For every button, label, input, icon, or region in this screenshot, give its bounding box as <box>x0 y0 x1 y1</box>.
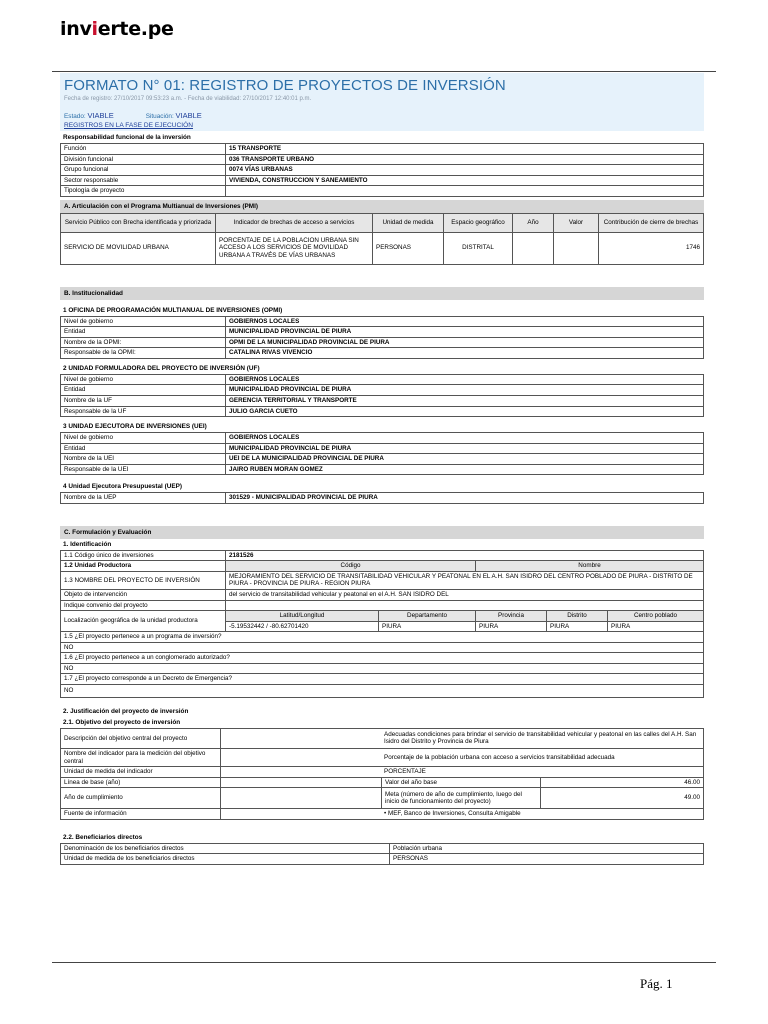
table-cell: 1.7 ¿El proyecto corresponde a un Decreto de Emergencia? <box>61 674 704 685</box>
resp-table <box>60 143 704 197</box>
table-row <box>61 571 704 589</box>
table-cell: Localización geográfica de la unidad productora <box>61 611 226 632</box>
estado-value: VIABLE <box>87 111 114 120</box>
table-row <box>61 175 704 186</box>
table-row <box>61 843 704 854</box>
table-cell: Fuente de información <box>61 809 221 820</box>
table-row <box>61 464 704 475</box>
table-cell: 036 TRANSPORTE URBANO <box>226 154 704 165</box>
table-cell: 49.00 <box>541 788 704 809</box>
table-cell: Entidad <box>61 443 226 454</box>
table-header-cell: Valor <box>554 213 599 232</box>
table-cell: PIURA <box>547 621 608 632</box>
table-header-cell: Departamento <box>379 611 476 622</box>
uei-title: 3 UNIDAD EJECUTORA DE INVERSIONES (UEI) <box>63 423 207 431</box>
table-cell: GOBIERNOS LOCALES <box>226 316 704 327</box>
uep-title: 4 Unidad Ejecutora Presupuestal (UEP) <box>63 483 182 491</box>
table-cell: Nombre de la UF <box>61 396 226 407</box>
table-cell: Descripción del objetivo central del proyecto <box>61 728 221 748</box>
table-row <box>61 632 704 643</box>
opmi-table <box>60 316 704 359</box>
table-cell: MUNICIPALIDAD PROVINCIAL DE PIURA <box>226 385 704 396</box>
benef-table <box>60 843 704 865</box>
table-cell: Sector responsable <box>61 175 226 186</box>
table-cell: GERENCIA TERRITORIAL Y TRANSPORTE <box>226 396 704 407</box>
situacion-value: VIABLE <box>175 111 202 120</box>
table-row <box>61 788 704 809</box>
table-cell: División funcional <box>61 154 226 165</box>
table-cell: Grupo funcional <box>61 165 226 176</box>
status-line <box>64 111 202 120</box>
table-row <box>61 316 704 327</box>
table-cell: Indique convenio del proyecto <box>61 600 226 611</box>
just-title: 2. Justificación del proyecto de inversión <box>63 707 189 715</box>
table-cell: Objeto de intervención <box>61 590 226 601</box>
table-row <box>61 748 704 766</box>
uf-table <box>60 374 704 417</box>
table-cell: Nivel de gobierno <box>61 433 226 444</box>
table-cell: Adecuadas condiciones para brindar el servicio de transitabilidad vehicular y peatonal en las calles del A.H. San Isidro del Distrito y Provincia de Piura <box>221 728 704 748</box>
table-row <box>61 374 704 385</box>
table-cell: PERSONAS <box>390 854 704 865</box>
text-fragment: Situación: <box>145 113 174 120</box>
table-cell <box>226 186 704 197</box>
table-cell: Nombre <box>476 561 704 572</box>
table-cell: Valor del año base <box>382 777 541 788</box>
table-cell: Responsable de la UF <box>61 406 226 417</box>
table-header-cell: Centro poblado <box>608 611 704 622</box>
obj-title: 2.1. Objetivo del proyecto de inversión <box>63 718 181 726</box>
uep-table <box>60 492 704 504</box>
table-cell: 1746 <box>599 232 704 264</box>
ident-title: 1. Identificación <box>63 540 112 548</box>
table-cell: OPMI DE LA MUNICIPALIDAD PROVINCIAL DE PIURA <box>226 337 704 348</box>
table-row <box>61 663 704 674</box>
table-row <box>61 348 704 359</box>
page-title: FORMATO N° 01: REGISTRO DE PROYECTOS DE INVERSIÓN <box>64 77 506 94</box>
table-header-cell: Unidad de medida <box>373 213 444 232</box>
table-cell: Nombre de la OPMI: <box>61 337 226 348</box>
pmi-title: A. Articulación con el Programa Multianual de Inversiones (PMI) <box>60 200 704 213</box>
table-header-cell: Año <box>513 213 554 232</box>
table-row <box>61 674 704 685</box>
table-cell: 1.5 ¿El proyecto pertenece a un programa de inversión? <box>61 632 704 643</box>
table-cell: Función <box>61 144 226 155</box>
table-cell: PIURA <box>476 621 547 632</box>
table-cell <box>221 788 382 809</box>
table-cell: Nombre del indicador para la medición del objetivo central <box>61 748 221 766</box>
page-number: Pág. 1 <box>640 976 673 991</box>
table-header-row <box>61 213 704 232</box>
top-divider <box>52 71 716 72</box>
form-title: C. Formulación y Evaluación <box>60 526 704 539</box>
uei-table <box>60 432 704 475</box>
table-cell: Unidad de medida del indicador <box>61 767 221 778</box>
table-cell: NO <box>61 663 704 674</box>
table-cell <box>226 600 704 611</box>
table-cell: Nivel de gobierno <box>61 316 226 327</box>
table-cell: 1.3 NOMBRE DEL PROYECTO DE INVERSIÓN <box>61 571 226 589</box>
table-cell: PIURA <box>379 621 476 632</box>
table-cell: 1.2 Unidad Productora <box>61 561 226 572</box>
table-cell: JAIRO RUBEN MORAN GOMEZ <box>226 464 704 475</box>
registration-dates: Fecha de registro: 27/10/2017 09:53:23 a.m. - Fecha de viabilidad: 27/10/2017 12:40:01 p.m. <box>64 96 312 102</box>
table-cell: Responsable de la OPMI: <box>61 348 226 359</box>
table-row <box>61 406 704 417</box>
table-cell: 0074 VÍAS URBANAS <box>226 165 704 176</box>
table-cell: Población urbana <box>390 843 704 854</box>
table-cell: Nombre de la UEP <box>61 493 226 504</box>
table-cell: PERSONAS <box>373 232 444 264</box>
table-cell: GOBIERNOS LOCALES <box>226 374 704 385</box>
table-cell: Tipología de proyecto <box>61 186 226 197</box>
table-cell: MUNICIPALIDAD PROVINCIAL DE PIURA <box>226 443 704 454</box>
table-cell: MUNICIPALIDAD PROVINCIAL DE PIURA <box>226 327 704 338</box>
table-row <box>61 653 704 664</box>
table-cell: Responsable de la UEI <box>61 464 226 475</box>
table-row <box>61 611 704 622</box>
table-row <box>61 809 704 820</box>
table-row <box>61 493 704 504</box>
table-row <box>61 728 704 748</box>
table-cell: Nombre de la UEI <box>61 454 226 465</box>
table-row <box>61 385 704 396</box>
table-row <box>61 854 704 865</box>
table-cell: 301529 - MUNICIPALIDAD PROVINCIAL DE PIURA <box>226 493 704 504</box>
table-cell <box>554 232 599 264</box>
table-cell: UEI DE LA MUNICIPALIDAD PROVINCIAL DE PIURA <box>226 454 704 465</box>
benef-title: 2.2. Beneficiarios directos <box>63 833 143 841</box>
table-cell: 2181526 <box>226 550 704 561</box>
table-row <box>61 337 704 348</box>
table-cell: Entidad <box>61 327 226 338</box>
table-cell: 46.00 <box>541 777 704 788</box>
table-header-cell: Indicador de brechas de acceso a servicios <box>216 213 373 232</box>
table-cell: JULIO GARCIA CUETO <box>226 406 704 417</box>
table-header-cell: Distrito <box>547 611 608 622</box>
table-header-cell: Espacio geográfico <box>444 213 513 232</box>
table-cell: VIVIENDA, CONSTRUCCION Y SANEAMIENTO <box>226 175 704 186</box>
table-cell: NO <box>61 684 704 697</box>
table-cell <box>513 232 554 264</box>
text-fragment: Estado: <box>64 113 86 120</box>
table-row <box>61 590 704 601</box>
table-row <box>61 154 704 165</box>
text-fragment: erte.pe <box>97 18 174 40</box>
table-cell: Código <box>226 561 476 572</box>
form-header <box>60 73 704 131</box>
text-fragment: inv <box>60 18 92 40</box>
opmi-title: 1 OFICINA DE PROGRAMACIÓN MULTIANUAL DE INVERSIONES (OPMI) <box>63 306 283 314</box>
table-cell: GOBIERNOS LOCALES <box>226 433 704 444</box>
pmi-table <box>60 213 704 265</box>
table-cell: NO <box>61 642 704 653</box>
table-row <box>61 433 704 444</box>
table-row <box>61 144 704 155</box>
table-cell: SERVICIO DE MOVILIDAD URBANA <box>61 232 216 264</box>
table-cell: Porcentaje de la población urbana con acceso a servicios transitabilidad adecuada <box>221 748 704 766</box>
table-row <box>61 396 704 407</box>
table-row <box>61 443 704 454</box>
table-row <box>61 777 704 788</box>
bottom-divider <box>52 962 716 963</box>
table-cell: 15 TRANSPORTE <box>226 144 704 155</box>
table-header-cell: Provincia <box>476 611 547 622</box>
table-cell: Unidad de medida de los beneficiarios directos <box>61 854 390 865</box>
table-cell: PORCENTAJE DE LA POBLACION URBANA SIN ACCESO A LOS SERVICIOS DE MOVILIDAD URBANA A TRAVÉS DE VÍAS URBANAS <box>216 232 373 264</box>
table-cell: Año de cumplimiento <box>61 788 221 809</box>
table-row <box>61 232 704 264</box>
ident-table <box>60 550 704 698</box>
table-cell: Nivel de gobierno <box>61 374 226 385</box>
table-cell: CATALINA RIVAS VIVENCIO <box>226 348 704 359</box>
table-row <box>61 600 704 611</box>
table-cell: Denominación de los beneficiarios directos <box>61 843 390 854</box>
table-cell: 1.6 ¿El proyecto pertenece a un conglomerado autorizado? <box>61 653 704 664</box>
registros-link[interactable]: REGISTROS EN LA FASE DE EJECUCIÓN <box>64 122 193 129</box>
form-body <box>60 132 704 865</box>
table-cell: Entidad <box>61 385 226 396</box>
table-cell: Línea de base (año) <box>61 777 221 788</box>
inst-title: B. Institucionalidad <box>60 287 704 300</box>
table-row <box>61 684 704 697</box>
table-row <box>61 454 704 465</box>
invierte-logo <box>60 18 174 40</box>
table-cell: • MEF, Banco de Inversiones, Consulta Amigable <box>221 809 704 820</box>
uf-title: 2 UNIDAD FORMULADORA DEL PROYECTO DE INVERSIÓN (UF) <box>63 364 260 372</box>
table-header-cell: Contribución de cierre de brechas <box>599 213 704 232</box>
table-cell: 1.1 Código único de inversiones <box>61 550 226 561</box>
table-cell: PORCENTAJE <box>221 767 704 778</box>
objetivo-table <box>60 728 704 820</box>
table-header-cell: Servicio Público con Brecha identificada y priorizada <box>61 213 216 232</box>
text-fragment: i <box>91 18 98 40</box>
table-row <box>61 550 704 561</box>
table-cell: PIURA <box>608 621 704 632</box>
table-cell: -5.19532442 / -80.62701420 <box>226 621 379 632</box>
table-row <box>61 642 704 653</box>
resp-title: Responsabilidad funcional de la inversión <box>63 134 191 141</box>
table-cell: Meta (número de año de cumplimiento, luego del inicio de funcionamiento del proyecto) <box>382 788 541 809</box>
table-row <box>61 561 704 572</box>
table-cell: MEJORAMIENTO DEL SERVICIO DE TRANSITABILIDAD VEHICULAR Y PEATONAL EN EL A.H. SAN ISIDRO DEL CENTRO POBLADO DE PIURA - DISTRITO DE PIURA - PROVINCIA DE PIURA - REGION PIURA <box>226 571 704 589</box>
table-header-cell: Latitud/Longitud <box>226 611 379 622</box>
table-row <box>61 186 704 197</box>
table-row <box>61 767 704 778</box>
table-cell <box>221 777 382 788</box>
table-row <box>61 165 704 176</box>
table-cell: del servicio de transitabilidad vehicular y peatonal en el A.H. SAN ISIDRO DEL <box>226 590 704 601</box>
table-cell: DISTRITAL <box>444 232 513 264</box>
table-row <box>61 327 704 338</box>
